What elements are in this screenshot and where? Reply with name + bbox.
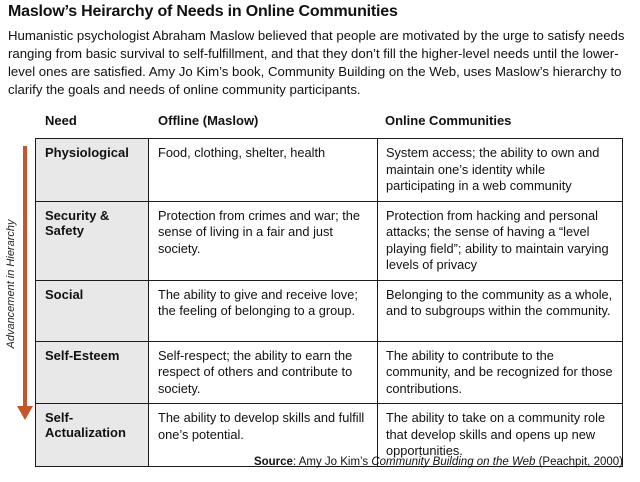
- column-header-offline: Offline (Maslow): [158, 113, 259, 128]
- needs-table-section: [35, 113, 623, 467]
- advancement-axis-label: Advancement in Hierarchy: [5, 219, 17, 349]
- offline-cell: Food, clothing, shelter, health: [149, 139, 378, 202]
- column-header-need: Need: [45, 113, 77, 128]
- table-row: [36, 341, 623, 404]
- online-cell: Protection from hacking and personal attacks; the sense of having a “level playing field”; ability to maintain varying levels of privacy: [378, 201, 623, 280]
- source-book-title: Community Building on the Web: [371, 456, 536, 468]
- offline-cell: Protection from crimes and war; the sense of living in a fair and just society.: [149, 201, 378, 280]
- need-cell: Physiological: [36, 139, 149, 202]
- advancement-arrow-line: [23, 146, 27, 406]
- table-row: [36, 139, 623, 202]
- table-row: [36, 201, 623, 280]
- intro-paragraph: Humanistic psychologist Abraham Maslow believed that people are motivated by the urge to satisfy needs ranging from basic survival to self-fulfillment, and that they don’t fill the higher-level needs until the lower-level ones are satisfied. Amy Jo Kim’s book, Community Building on the Web, uses Maslow’s hierarchy to clarify the goals and needs of online community participants.: [8, 28, 625, 97]
- need-cell: Security & Safety: [36, 201, 149, 280]
- online-cell: The ability to contribute to the community, and be recognized for those contributions.: [378, 341, 623, 404]
- need-cell: Self-Esteem: [36, 341, 149, 404]
- online-cell: Belonging to the community as a whole, and to subgroups within the community.: [378, 280, 623, 341]
- source-text-before: : Amy Jo Kim’s: [292, 456, 372, 468]
- online-cell: The ability to take on a community role that develop skills and opens up new opportunities.: [378, 404, 623, 467]
- table-header-row: [35, 113, 623, 133]
- offline-cell: The ability to develop skills and fulfill one’s potential.: [149, 404, 378, 467]
- source-label: Source: [253, 456, 293, 468]
- advancement-arrow-head-icon: [17, 406, 33, 420]
- offline-cell: The ability to give and receive love; the feeling of belonging to a group.: [149, 280, 378, 341]
- table-row: [36, 280, 623, 341]
- offline-cell: Self-respect; the ability to earn the respect of others and contribute to society.: [149, 341, 378, 404]
- source-text-after: (Peachpit, 2000): [535, 456, 623, 468]
- source-credit: [254, 456, 623, 468]
- need-cell: Self-Actualization: [36, 404, 149, 467]
- need-cell: Social: [36, 280, 149, 341]
- online-cell: System access; the ability to own and maintain one’s identity while participating in a web community: [378, 139, 623, 202]
- figure-title: Maslow’s Heirarchy of Needs in Online Communities: [8, 3, 398, 20]
- column-header-online: Online Communities: [385, 113, 512, 128]
- needs-table: [35, 138, 623, 467]
